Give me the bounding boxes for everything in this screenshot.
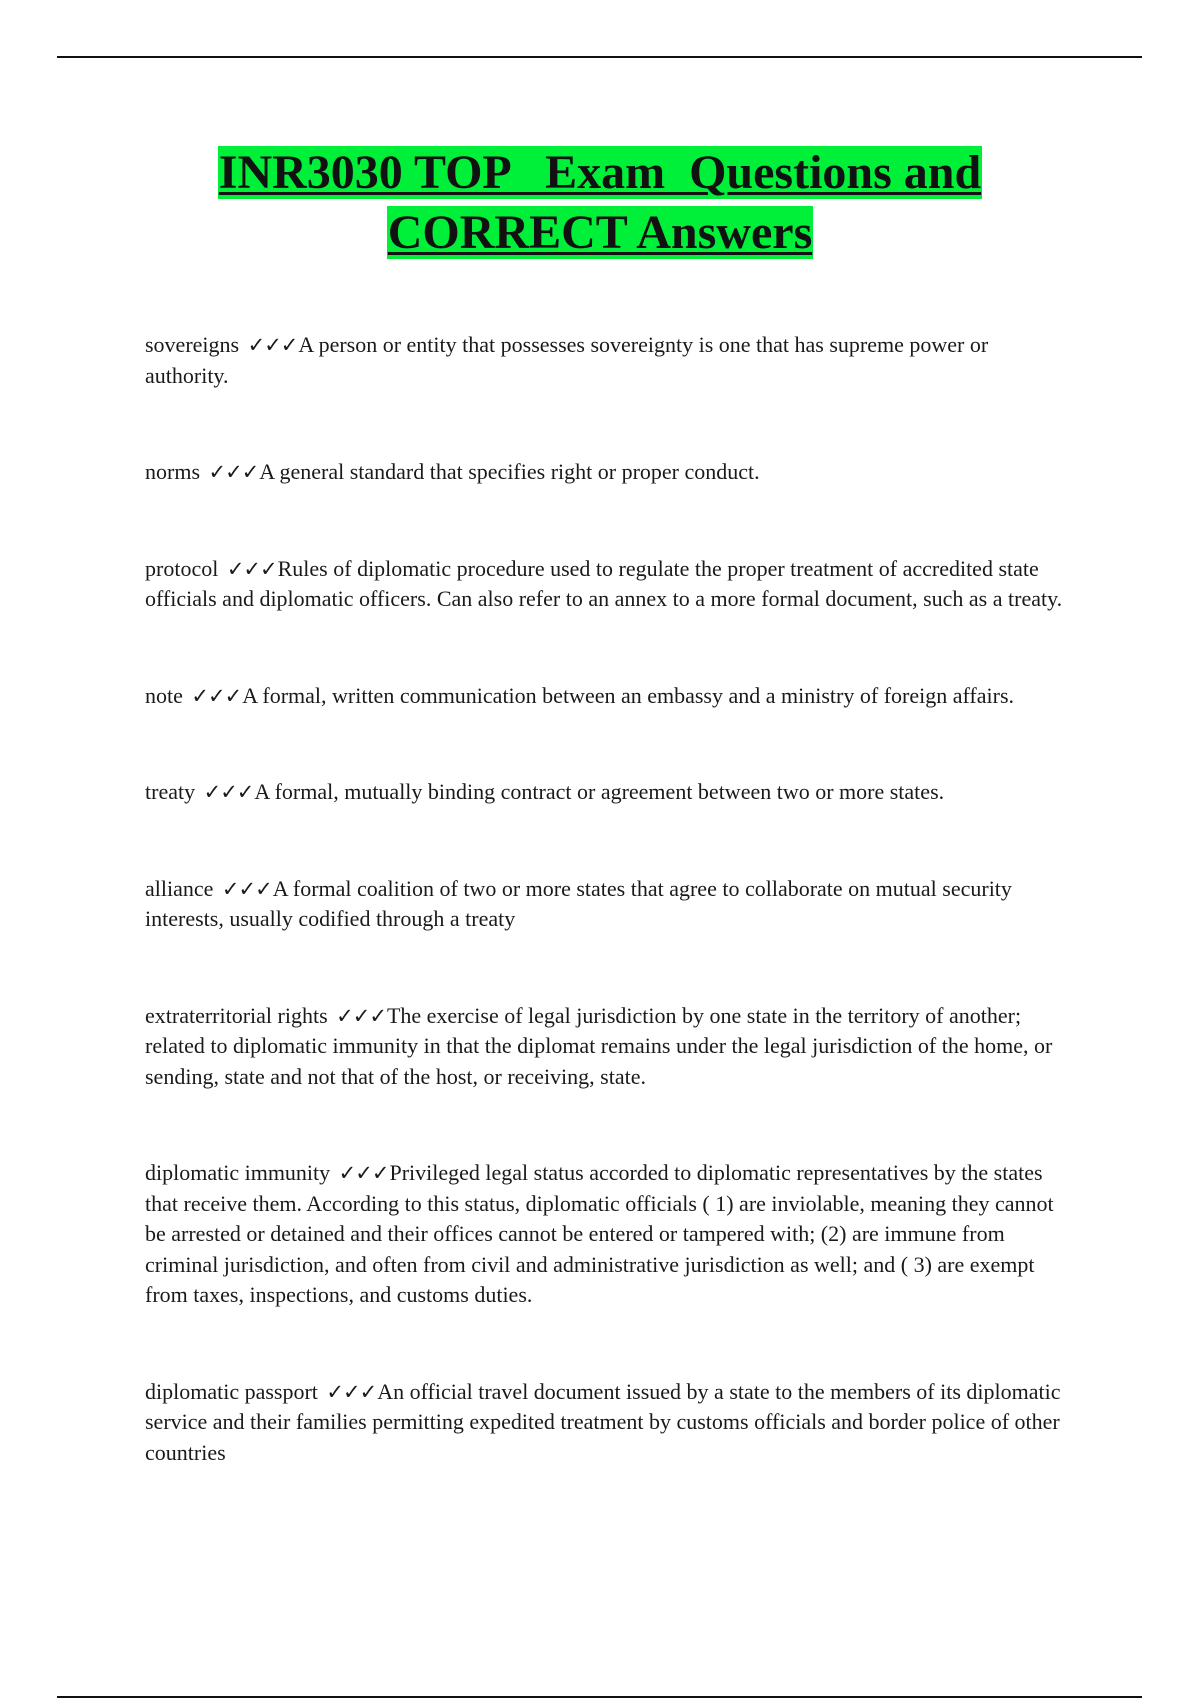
entry-definition: Privileged legal status accorded to diplomatic representatives by the states that receive them. According to this status, diplomatic officials ( 1) are inviolable, meaning they cannot be arrested or detained and their offices cannot be entered or tampered with; (2) are immune from criminal jurisdiction, and often from civil and administrative jurisdiction as well; and ( 3) are exempt from taxes, inspections, and customs duties. bbox=[145, 1160, 1054, 1307]
entry-term: protocol bbox=[145, 555, 219, 581]
entry-definition: Rules of diplomatic procedure used to regulate the proper treatment of accredited state officials and diplomatic officers. Can also refer to an annex to a more formal document, such as a treaty. bbox=[145, 555, 1063, 611]
checkmark-icon: ✓✓✓ bbox=[226, 556, 277, 581]
entry-extraterritorial-rights bbox=[145, 1001, 1065, 1093]
entry-term: alliance bbox=[145, 875, 214, 901]
checkmark-icon: ✓✓✓ bbox=[208, 460, 259, 484]
entry-term: extraterritorial rights bbox=[145, 1002, 328, 1028]
entry-term: norms bbox=[145, 459, 200, 484]
entry-diplomatic-immunity bbox=[145, 1158, 1065, 1311]
title-text-2: CORRECT Answers bbox=[387, 206, 813, 259]
title-text-1: INR3030 TOP Exam Questions and bbox=[218, 146, 982, 199]
entry-definition: An official travel document issued by a state to the members of its diplomatic service and their families permitting expedited treatment by customs officials and border police of other countries bbox=[145, 1378, 1061, 1465]
checkmark-icon: ✓✓✓ bbox=[191, 683, 242, 708]
checkmark-icon: ✓✓✓ bbox=[338, 1161, 389, 1185]
title-line-2 bbox=[0, 203, 1200, 263]
entry-term: sovereigns bbox=[145, 332, 240, 357]
entry-term: diplomatic immunity bbox=[145, 1160, 331, 1185]
title-line-1 bbox=[0, 143, 1200, 203]
entry-note bbox=[145, 681, 1065, 712]
entry-definition: A formal coalition of two or more states that agree to collaborate on mutual security interests, usually codified through a treaty bbox=[145, 875, 1012, 931]
top-rule bbox=[57, 56, 1142, 58]
checkmark-icon: ✓✓✓ bbox=[221, 876, 272, 901]
bottom-rule bbox=[57, 1696, 1142, 1698]
entry-protocol bbox=[145, 554, 1065, 615]
checkmark-icon: ✓✓✓ bbox=[326, 1379, 377, 1404]
entry-definition: A general standard that specifies right or proper conduct. bbox=[259, 459, 760, 484]
entry-term: diplomatic passport bbox=[145, 1378, 318, 1404]
entry-definition: The exercise of legal jurisdiction by one state in the territory of another; related to diplomatic immunity in that the diplomat remains under the legal jurisdiction of the home, or sending, state and not that of the host, or receiving, state. bbox=[145, 1002, 1053, 1089]
checkmark-icon: ✓✓✓ bbox=[336, 1003, 386, 1028]
entry-definition: A person or entity that possesses sovereignty is one that has supreme power or authority. bbox=[145, 332, 989, 388]
entry-diplomatic-passport bbox=[145, 1377, 1065, 1469]
checkmark-icon: ✓✓✓ bbox=[203, 780, 254, 804]
entry-term: treaty bbox=[145, 779, 196, 804]
entry-treaty bbox=[145, 777, 1065, 808]
entry-alliance bbox=[145, 874, 1065, 935]
entry-term: note bbox=[145, 682, 183, 708]
entry-norms bbox=[145, 457, 1065, 488]
entry-definition: A formal, written communication between an embassy and a ministry of foreign affairs. bbox=[242, 682, 1015, 708]
entry-sovereigns bbox=[145, 330, 1065, 391]
entry-list bbox=[145, 330, 1065, 1468]
checkmark-icon: ✓✓✓ bbox=[247, 333, 298, 357]
entry-definition: A formal, mutually binding contract or agreement between two or more states. bbox=[254, 779, 945, 804]
document-title bbox=[0, 143, 1200, 263]
